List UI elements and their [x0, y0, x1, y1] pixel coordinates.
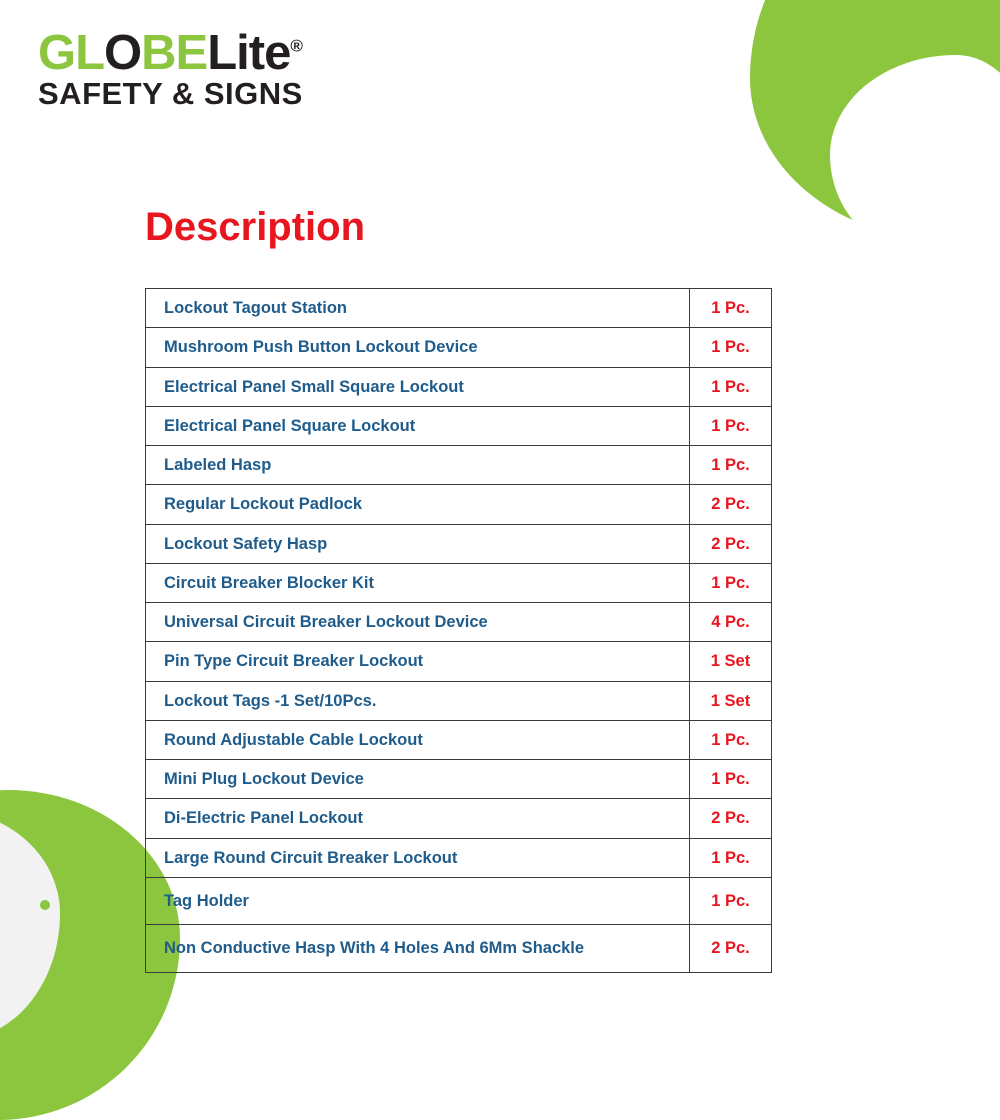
item-description: Lockout Tags -1 Set/10Pcs. — [146, 681, 690, 720]
item-quantity: 1 Pc. — [690, 838, 772, 877]
table-row — [146, 925, 772, 972]
item-quantity: 2 Pc. — [690, 485, 772, 524]
table-row — [146, 799, 772, 838]
table-row — [146, 760, 772, 799]
item-description: Labeled Hasp — [146, 446, 690, 485]
item-quantity: 2 Pc. — [690, 524, 772, 563]
item-quantity: 1 Pc. — [690, 446, 772, 485]
item-description: Tag Holder — [146, 877, 690, 924]
item-description: Round Adjustable Cable Lockout — [146, 720, 690, 759]
item-quantity: 1 Pc. — [690, 877, 772, 924]
brand-logo-gl: GL — [38, 26, 105, 80]
brand-logo-be: BE — [141, 26, 208, 80]
item-description: Electrical Panel Small Square Lockout — [146, 367, 690, 406]
item-quantity: 1 Pc. — [690, 367, 772, 406]
item-description: Universal Circuit Breaker Lockout Device — [146, 603, 690, 642]
item-quantity: 1 Pc. — [690, 289, 772, 328]
table-row — [146, 838, 772, 877]
item-description: Mini Plug Lockout Device — [146, 760, 690, 799]
table-row — [146, 406, 772, 445]
table-row — [146, 720, 772, 759]
table-row — [146, 446, 772, 485]
item-description: Circuit Breaker Blocker Kit — [146, 563, 690, 602]
item-description: Pin Type Circuit Breaker Lockout — [146, 642, 690, 681]
item-quantity: 1 Pc. — [690, 720, 772, 759]
description-table-body — [146, 289, 772, 973]
item-description: Lockout Tagout Station — [146, 289, 690, 328]
brand-logo — [38, 28, 303, 112]
item-description: Large Round Circuit Breaker Lockout — [146, 838, 690, 877]
item-quantity: 1 Pc. — [690, 406, 772, 445]
item-description: Mushroom Push Button Lockout Device — [146, 328, 690, 367]
item-quantity: 4 Pc. — [690, 603, 772, 642]
item-description: Non Conductive Hasp With 4 Holes And 6Mm Shackle — [146, 925, 690, 972]
item-quantity: 1 Set — [690, 642, 772, 681]
registered-trademark-icon: ® — [290, 36, 302, 56]
brand-logo-lite: Lite — [207, 26, 291, 80]
item-description: Electrical Panel Square Lockout — [146, 406, 690, 445]
table-row — [146, 877, 772, 924]
table-row — [146, 603, 772, 642]
brand-logo-o: O — [104, 26, 142, 80]
description-table — [145, 288, 772, 973]
item-quantity: 1 Pc. — [690, 563, 772, 602]
table-row — [146, 367, 772, 406]
item-quantity: 2 Pc. — [690, 799, 772, 838]
page-title: Description — [145, 205, 366, 249]
item-quantity: 1 Pc. — [690, 760, 772, 799]
item-description: Lockout Safety Hasp — [146, 524, 690, 563]
brand-tagline: SAFETY & SIGNS — [38, 76, 303, 112]
table-row — [146, 289, 772, 328]
table-row — [146, 524, 772, 563]
item-quantity: 1 Set — [690, 681, 772, 720]
item-quantity: 2 Pc. — [690, 925, 772, 972]
table-row — [146, 642, 772, 681]
description-table-container — [145, 288, 772, 973]
table-row — [146, 681, 772, 720]
item-description: Di-Electric Panel Lockout — [146, 799, 690, 838]
decorative-dot — [40, 900, 50, 910]
table-row — [146, 485, 772, 524]
item-description: Regular Lockout Padlock — [146, 485, 690, 524]
table-row — [146, 328, 772, 367]
item-quantity: 1 Pc. — [690, 328, 772, 367]
table-row — [146, 563, 772, 602]
brand-logo-wordmark — [38, 28, 303, 79]
